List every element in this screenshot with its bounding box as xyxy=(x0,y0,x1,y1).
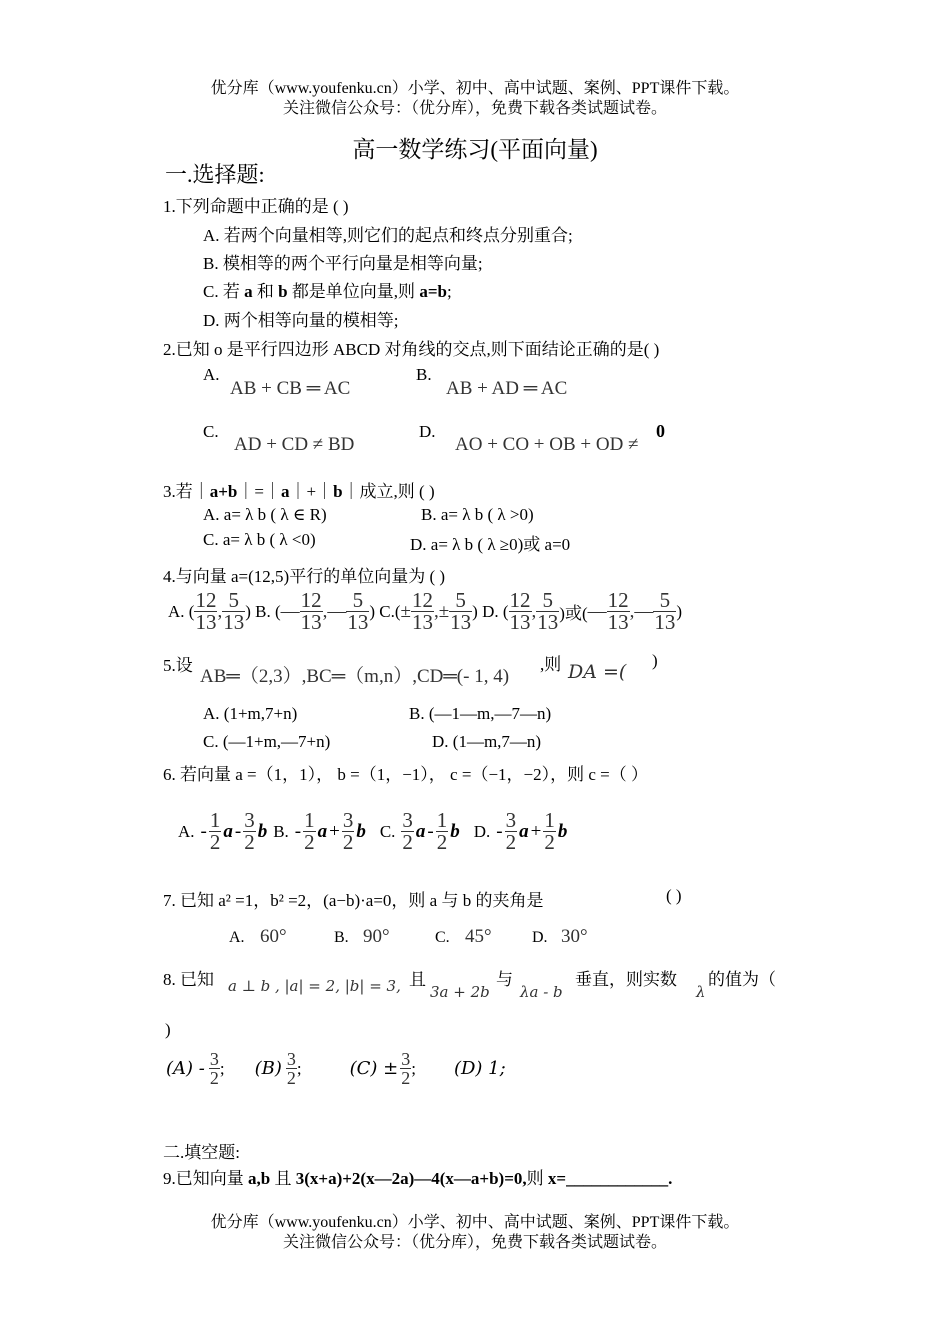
q8-option-d: (D) 1; xyxy=(453,1058,506,1079)
q2-option-b-label: B. xyxy=(416,365,432,384)
q6-option-a-label: A. xyxy=(178,821,195,841)
q4-d-frac1: $\frac{12}{13}$ xyxy=(509,588,531,634)
q8-perp-text: 垂直，则实数 xyxy=(575,970,677,989)
q7-stem: 7. 已知 a² =1，b² =2，(a−b)·a=0，则 a 与 b 的夹角是 xyxy=(163,891,544,910)
q7-option-d-value: 30° xyxy=(561,926,588,947)
q4-b-frac2: $\frac{5}{13}$ xyxy=(347,588,369,634)
q2-option-d-expr: AO + CO + OB + OD ≠ xyxy=(455,434,639,455)
q6-stem: 6. 若向量 a =（1，1）， b =（1，−1）， c =（−1，−2），则 c =（ ） xyxy=(163,765,648,784)
q1-option-c: C. 若 a 和 b 都是单位向量,则 a=b; xyxy=(203,282,452,301)
q4-option-a-label: A. ( xyxy=(168,601,195,621)
q6-option-c-label: C. xyxy=(379,821,396,841)
q3-option-a: A. a= λ b ( λ ∈ R) xyxy=(203,505,327,524)
q8-option-a-label: (A) - xyxy=(166,1058,205,1079)
q1-stem: 1.下列命题中正确的是 ( ) xyxy=(163,197,349,216)
q4-a-frac1: $\frac{12}{13}$ xyxy=(195,588,217,634)
q7-option-a-label: A. xyxy=(229,929,245,946)
q3-vector-sum: a+b xyxy=(209,482,238,501)
q3-option-c: C. a= λ b ( λ <0) xyxy=(203,530,316,549)
q1-option-d: D. 两个相等向量的模相等; xyxy=(203,311,399,330)
q8-with: 与 xyxy=(496,970,513,989)
q7-paren: ( ) xyxy=(666,886,682,905)
footer-line-1: 优分库（www.youfenku.cn）小学、初中、高中试题、案例、PPT课件下载。 xyxy=(210,1214,740,1231)
q8-vector-2: λa - b xyxy=(520,983,563,1001)
q3-vector-b: b xyxy=(333,482,343,501)
q1-c-vector-a: a xyxy=(244,282,253,301)
q2-option-a-expr: AB + CB ═ AC xyxy=(230,378,351,399)
q9-answer-blank: x=____________. xyxy=(547,1169,673,1188)
q6-option-a-expr: - $\frac{1}{2}$ a - $\frac{3}{2}$ b xyxy=(200,808,268,854)
q2-option-c-label: C. xyxy=(203,422,219,441)
q8-c-frac: $\frac{3}{2}$ xyxy=(401,1049,411,1088)
q7-option-b-label: B. xyxy=(334,929,349,946)
q4-a-frac2: $\frac{5}{13}$ xyxy=(223,588,245,634)
q6-option-c-expr: $\frac{3}{2}$ a - $\frac{1}{2}$ b xyxy=(402,808,460,854)
q4-stem: 4.与向量 a=(12,5)平行的单位向量为 ( ) xyxy=(163,567,446,586)
q4-c-frac1: $\frac{12}{13}$ xyxy=(411,588,433,634)
q8-options: (A) - $\frac{3}{2}$ ; (B) $\frac{3}{2}$ ; (C) ± $\frac{3}{2}$ ; (D) 1; xyxy=(166,1049,506,1088)
q4-option-d-label: ) D. ( xyxy=(472,601,509,621)
q4-option-c-label: ) C.( xyxy=(369,601,401,621)
q7-option-b-value: 90° xyxy=(363,926,390,947)
q1-option-a: A. 若两个向量相等,则它们的起点和终点分别重合; xyxy=(203,226,573,245)
q6-option-b-label: B. xyxy=(273,821,289,841)
q4-c-frac2: $\frac{5}{13}$ xyxy=(450,588,472,634)
q6-option-d-expr: - $\frac{3}{2}$ a + $\frac{1}{2}$ b xyxy=(496,808,568,854)
q1-c-equation: a=b xyxy=(419,282,447,301)
section-choice-heading: 一.选择题: xyxy=(165,162,265,187)
header-line-1: 优分库（www.youfenku.cn）小学、初中、高中试题、案例、PPT课件下载。 xyxy=(210,80,740,97)
q8-lambda: λ xyxy=(696,983,706,1001)
q7-option-c-value: 45° xyxy=(465,926,492,947)
q5-expression: AB═（2,3）,BC═（m,n）,CD═(- 1, 4) xyxy=(200,666,510,687)
q8-a-frac: $\frac{3}{2}$ xyxy=(209,1049,219,1088)
footer-line-2: 关注微信公众号：（优分库），免费下载各类试题试卷。 xyxy=(282,1234,667,1251)
q1-c-vector-b: b xyxy=(278,282,288,301)
q8-value-text: 的值为（ xyxy=(708,970,776,989)
q2-stem: 2.已知 o 是平行四边形 ABCD 对角线的交点,则下面结论正确的是( ) xyxy=(163,340,660,359)
q8-vector-1: 3a + 2b xyxy=(430,983,490,1001)
q3-vector-a: a xyxy=(281,482,290,501)
q8-option-c-label: (C) ± xyxy=(349,1058,399,1079)
page-title: 高一数学练习(平面向量) xyxy=(352,137,598,162)
header-line-2: 关注微信公众号：（优分库），免费下载各类试题试卷。 xyxy=(282,100,667,117)
q5-stem: 5.设 xyxy=(163,656,193,675)
q8-stem: 8. 已知 xyxy=(163,970,214,989)
q4-option-b-label: ) B. ( xyxy=(245,601,281,621)
q6-option-d-label: D. xyxy=(473,821,491,841)
q6-options xyxy=(178,810,567,853)
q5-option-c: C. (—1+m,—7+n) xyxy=(203,732,331,751)
q5-option-a: A. (1+m,7+n) xyxy=(203,704,298,723)
q2-option-c-expr: AD + CD ≠ BD xyxy=(234,434,355,455)
q7-option-c-label: C. xyxy=(435,929,450,946)
q3-option-d: D. a= λ b ( λ ≥0)或 a=0 xyxy=(410,535,571,554)
q1-option-b: B. 模相等的两个平行向量是相等向量; xyxy=(203,254,483,273)
q8-close-paren: ) xyxy=(165,1020,171,1039)
q3-option-b: B. a= λ b ( λ >0) xyxy=(421,505,534,524)
q5-then: ,则 xyxy=(540,655,562,674)
q9-stem: 9.已知向量 a,b 且 3(x+a)+2(x—2a)—4(x—a+b)=0,则 x=____________. xyxy=(163,1169,673,1188)
q2-option-d-label: D. xyxy=(419,422,436,441)
q4-options: A. ( $\frac{12}{13}$ , $\frac{5}{13}$ ) B. ( — $\frac{12}{13}$ , — $\frac{5}{13}$ ) C.( ± $\frac{12}{13}$ , ± $\frac{5}{13}$ ) D. ( $\frac{12}{13}$ , $\frac{5}{13}$ )或( — $\frac{12}{13}$ , — $\frac{5}{13}$ ) xyxy=(168,588,683,634)
q7-option-d-label: D. xyxy=(532,929,548,946)
q5-close: ) xyxy=(652,651,658,670)
q2-option-a-label: A. xyxy=(203,365,220,384)
q4-d-frac4: $\frac{5}{13}$ xyxy=(654,588,676,634)
q5-option-b: B. (—1—m,—7—n) xyxy=(409,704,552,723)
q8-and: 且 xyxy=(409,970,426,989)
q4-b-frac1: $\frac{12}{13}$ xyxy=(300,588,322,634)
section-fill-heading: 二.填空题: xyxy=(163,1143,240,1162)
q6-option-b-expr: - $\frac{1}{2}$ a + $\frac{3}{2}$ b xyxy=(294,808,366,854)
q4-d-frac2: $\frac{5}{13}$ xyxy=(537,588,559,634)
q5-ask: DA =( xyxy=(568,661,627,683)
q2-option-b-expr: AB + AD ═ AC xyxy=(446,378,568,399)
q4-d-frac3: $\frac{12}{13}$ xyxy=(607,588,629,634)
q1-c-text: C. 若 xyxy=(203,282,245,301)
q7-option-a-value: 60° xyxy=(260,926,287,947)
q8-b-frac: $\frac{3}{2}$ xyxy=(286,1049,296,1088)
q2-option-d-zero: 0 xyxy=(656,421,665,441)
q8-condition: a ⊥ b , |a| = 2, |b| = 3, xyxy=(228,977,401,995)
q8-option-b-label: (B) xyxy=(254,1058,282,1079)
q3-stem: 3.若｜a+b｜=｜a｜+｜b｜成立,则 ( ) xyxy=(163,482,435,501)
q9-equation: 3(x+a)+2(x—2a)—4(x—a+b)=0, xyxy=(295,1169,527,1188)
q9-vectors: a,b xyxy=(248,1169,271,1188)
q5-option-d: D. (1—m,7—n) xyxy=(432,732,542,751)
